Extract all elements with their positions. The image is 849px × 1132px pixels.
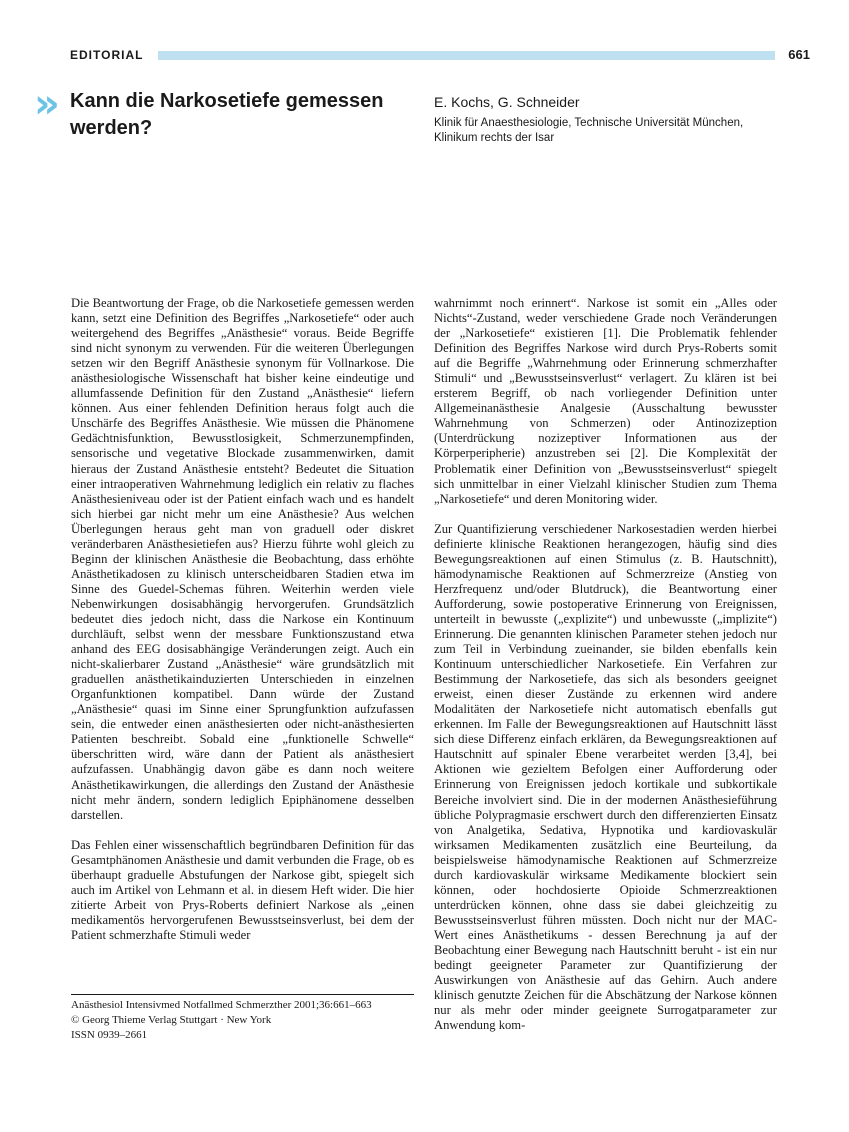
body-column-right bbox=[434, 296, 777, 1048]
body-paragraph: Das Fehlen einer wissenschaftlich begründbaren Definition für das Gesamtphänomen Anästhesie und damit verbunden die Frage, ob es überhaupt graduelle Abstufungen der Narkose gibt, spiegelt sich auch im Artikel von Lehmann et al. in diesem Heft wider. Die hier zitierte Arbeit von Prys-Roberts definiert Narkose als „einen medikamentös hervorgerufenen Bewusstseinsverlust, bei dem der Patient schmerzhafte Stimuli weder bbox=[71, 837, 414, 942]
author-affiliation: Klinik für Anaesthesiologie, Technische Universität München, Klinikum rechts der Isar bbox=[434, 117, 744, 144]
body-paragraph: Die Beantwortung der Frage, ob die Narkosetiefe gemessen werden kann, setzt eine Definition des Begriffes „Narkosetiefe“ oder auch weitergehend des Begriffes „Anästhesie“ voraus. Beide Begriffe sind nicht synonym zu verwenden. Für die weiteren Überlegungen setzen wir den Begriff Anästhesie synonym für Vollnarkose. Die anästhesiologische Wissenschaft hat bisher keine eindeutige und allumfassende Definition für den Zustand „Anästhesie“ liefern können. Aus einer fehlenden Definition heraus folgt auch die Unschärfe des Begriffes Anästhesie. Wie müssen die Phänomene Gedächtnisfunktion, Bewusstlosigkeit, Schmerzunempfinden, sensorische und vegetative Blockade zusammenwirken, damit hieraus der Zustand Anästhesie entsteht? Bedeutet die Situation einer intraoperativen Wahrnehmung lediglich ein relativ zu flaches Anästhesieniveau oder ist der Patient einfach wach und es handelt sich hierbei gar nicht mehr um eine Anästhesie? Aus welchen Überlegungen heraus geht man von graduell oder diskret veränderbaren Anästhesietiefen aus? Hierzu führte wohl gleich zu Beginn der klinischen Anästhesie die Beobachtung, dass erhöhte Anästhetikadosen zu klinisch unterscheidbaren Stadien etwa im Sinne des Guedel-Schemas führen. Weiterhin werden viele Nebenwirkungen dosisabhängig hervorgerufen. Grundsätzlich bedeutet dies jedoch nicht, dass die Narkose ein Kontinuum durchläuft, selbst wenn der messbare Funktionszustand etwa anhand des EEG dosisabhängige Veränderungen zeigt. Auch ein nicht-skalierbarer Zustand „Anästhesie“ wäre grundsätzlich mit graduellen anästhetikainduzierten Unterschieden in einzelnen Organfunktionen kompatibel. Dann würde der Zustand „Anästhesie“ quasi im Sinne einer Sprungfunktion aufzufassen sein, die entweder einen anästhesierten oder nicht-anästhesierten Patienten beschreibt. Sobald eine „funktionelle Schwelle“ überschritten wird, wäre dann der Patient als anästhesiert aufzufassen. Unabhängig davon gäbe es dann noch weitere Anästhetikawirkungen, die allerdings den Zustand der Anästhesie nicht mehr ändern, sondern lediglich Epiphänomene desselben darstellen. bbox=[71, 296, 414, 822]
body-column-left bbox=[71, 296, 414, 958]
body-paragraph: Zur Quantifizierung verschiedener Narkosestadien werden hierbei definierte klinische Reaktionen herangezogen, häufig sind dies Bewegungsreaktionen auf einen Stimulus (z. B. Hautschnitt), hämodynamische Reaktionen auf Schmerzreize (Anstieg von Herzfrequenz und/oder Blutdruck), die Beantwortung einer Aufforderung, sowie postoperative Erinnerung von Ereignissen, unterteilt in bewusste („explizite“) und unbewusste („implizite“) Erinnerung. Die genannten klinischen Parameter stehen jedoch nur zum Teil in Verbindung zueinander, sie bilden ebenfalls kein Kontinuum unterschiedlicher Narkosetiefe. Ein Verfahren zur Bestimmung der Narkosetiefe, das sich als besonders geeignet erweist, einen dieser Zustände zu erkennen wird andere Modalitäten der Narkosetiefe nicht automatisch ebenfalls gut erkennen. Im Falle der Bewegungsreaktionen auf Hautschnitt lässt sich diese Differenz einfach erklären, da Bewegungsreaktionen auf Hautschnitt auf spinaler Ebene verarbeitet werden [3,4], bei Aktionen wie gezieltem Befolgen einer Aufforderung oder Erinnerung von Ereignissen jedoch kortikale und subkortikale Bereiche involviert sind. Die in der modernen Anästhesieführung übliche Polypragmasie erschwert durch den differenzierten Einsatz von Analgetika, Sedativa, Hypnotika und kardiovaskulär wirksamen Medikamenten zusätzlich eine Beurteilung, da beispielsweise hämodynamische Reaktionen auf Schmerzreize durch kardiovaskulär wirksame Medikamente blockiert sein können, oder hochdosierte Opioide Schmerzreaktionen unterdrücken können, ohne dass sie dabei gleichzeitig zu Bewusstseinsverlust führen müssten. Doch nicht nur der MAC-Wert eines Anästhetikums - dessen Berechnung ja auf der Beobachtung einer Bewegung nach Hautschnitt beruht - ist ein nur bedingt geeigneter Parameter zur Quantifizierung der Auswirkungen von Anästhesie auf das Gehirn. Auch andere klinisch genutzte Zeichen für die Abschätzung der Narkose können nur als mehr oder minder geeignete Surrogatparameter zur Anwendung kom- bbox=[434, 521, 777, 1033]
header-bar bbox=[158, 51, 775, 60]
quote-marker-icon: » bbox=[34, 81, 56, 127]
citation-publisher: © Georg Thieme Verlag Stuttgart · New York bbox=[71, 1014, 272, 1026]
page-number: 661 bbox=[788, 47, 810, 62]
section-label: EDITORIAL bbox=[70, 48, 144, 62]
citation-issn: ISSN 0939–2661 bbox=[71, 1029, 148, 1041]
citation-journal: Anästhesiol Intensivmed Notfallmed Schmerzther 2001;36:661–663 bbox=[71, 999, 372, 1011]
body-paragraph: wahrnimmt noch erinnert“. Narkose ist somit ein „Alles oder Nichts“-Zustand, weder verschiedene Grade noch Veränderungen der „Narkosetiefe“ existieren [1]. Die Problematik fehlender Definition des Begriffes Narkose wird durch Prys-Roberts somit auf die Begriffe „Wahrnehmung oder Erinnerung schmerzhafter Stimuli“ und „Bewusstseinsverlust“ verlagert. Zu klären ist bei ersterem Begriff, ob nach vorliegender Definition unter Allgemeinanästhesie Analgesie (Ausschaltung bewusster Wahrnehmung von Schmerzen) oder Antinozizeption (Unterdrückung nozizeptiver Informationen aus der Körperperipherie) anzustreben sei [2]. Die Komplexität der Problematik einer Definition von „Bewusstseinsverlust“ spiegelt sich unmittelbar in einer Vielzahl klinischer Studien zum Thema „Narkosetiefe“ und deren Monitoring wider. bbox=[434, 296, 777, 506]
article-authors: E. Kochs, G. Schneider bbox=[434, 94, 580, 110]
article-title: Kann die Narkosetiefe gemessen werden? bbox=[70, 90, 384, 139]
citation-block bbox=[71, 998, 414, 1043]
footer-divider bbox=[71, 994, 414, 995]
